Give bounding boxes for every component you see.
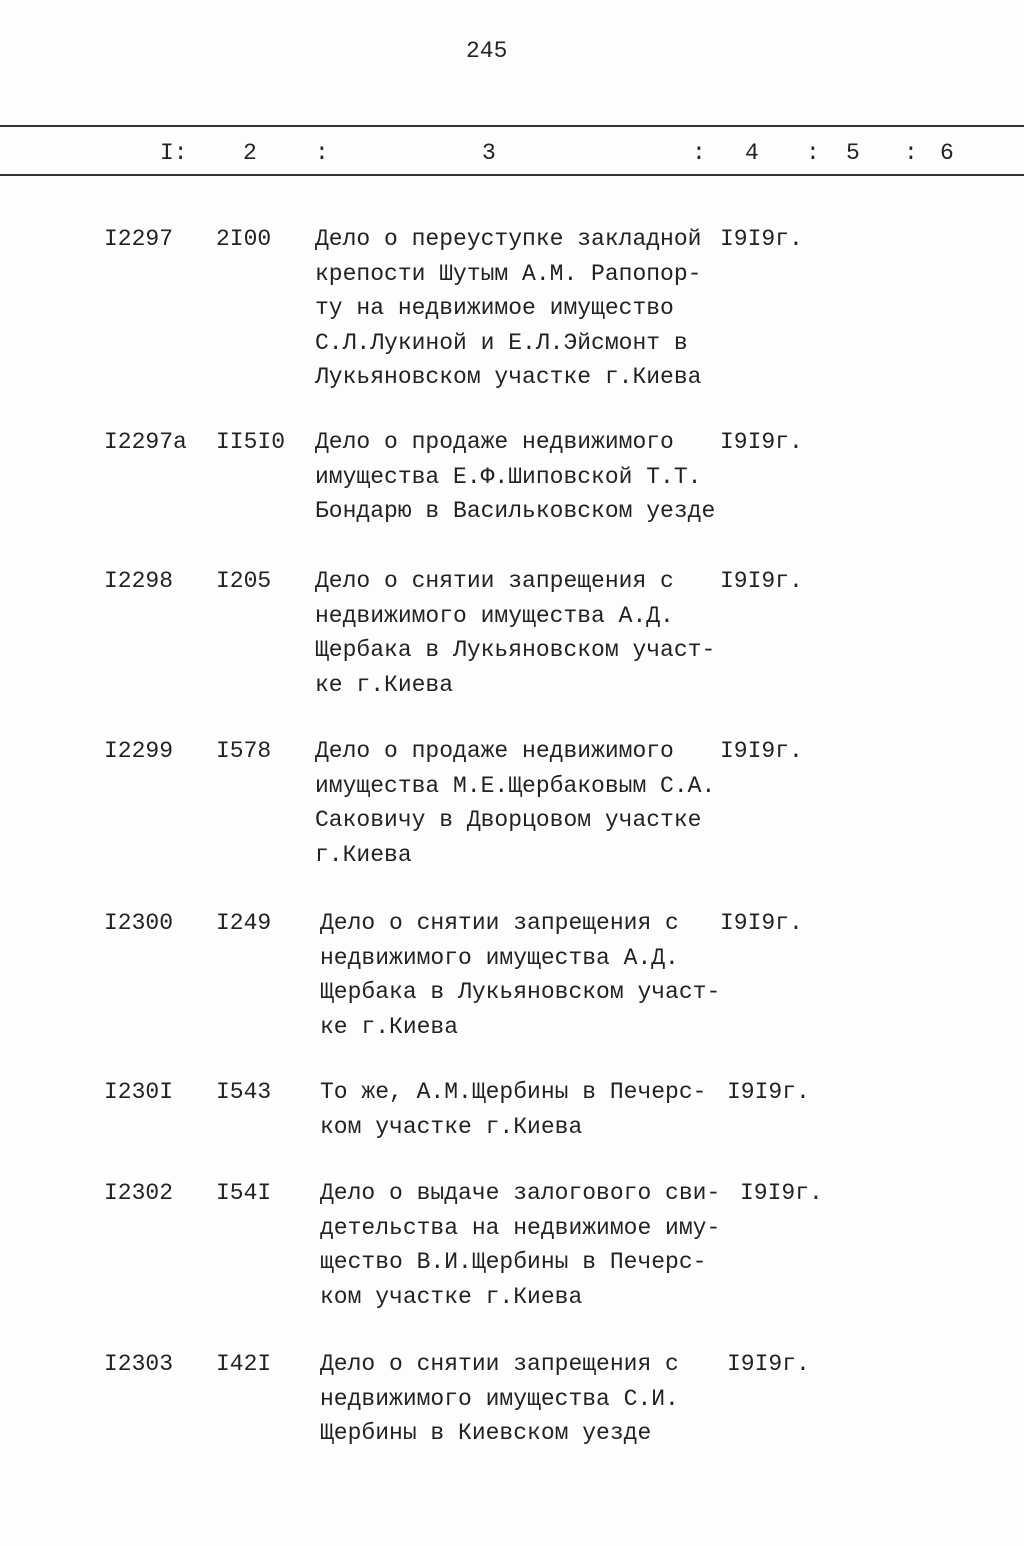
entry-description [320,906,720,1044]
description-line: Дело о снятии запрещения с [320,910,679,936]
column-header: 4 [745,140,759,166]
column-header: : [806,140,820,166]
description-line: Дело о снятии запрещения с [320,1351,679,1377]
entry-year: I9I9г. [720,429,803,455]
entry-year: I9I9г. [727,1351,810,1377]
column-header: : [692,140,706,166]
sheet-number: I543 [216,1079,272,1105]
description-line: недвижимого имущества А.Д. [320,944,679,971]
entry-year: I9I9г. [720,226,803,252]
entry-number: I2303 [104,1351,174,1377]
description-line: имущества Е.Ф.Шиповской Т.Т. [315,463,702,490]
description-line: ком участке г.Киева [320,1113,583,1140]
sheet-number: I578 [216,738,272,764]
sheet-number: I249 [216,910,272,936]
sheet-number: I54I [216,1180,272,1206]
sheet-number: I205 [216,568,272,594]
description-line: С.Л.Лукиной и Е.Л.Эйсмонт в [315,329,688,356]
entry-number: I2300 [104,910,174,936]
entry-description [315,222,701,395]
description-line: г.Киева [315,841,412,868]
entry-number: I2299 [104,738,174,764]
entry-description [320,1176,720,1314]
column-header: 6 [940,140,954,166]
description-line: Бондарю в Васильковском уезде [315,498,716,524]
entry-description [320,1347,679,1451]
entry-year: I9I9г. [720,568,803,594]
column-header: 2 [243,140,257,166]
description-line: Щербины в Киевском уезде [320,1420,652,1446]
description-line: Дело о продаже недвижимого [315,738,674,764]
sheet-number: II5I0 [216,429,286,455]
column-header: : [904,140,918,166]
description-line: ком участке г.Киева [320,1283,583,1310]
description-line: Дело о продаже недвижимого [315,429,674,455]
description-line: недвижимого имущества А.Д. [315,602,674,629]
column-header: 3 [482,140,496,166]
description-line: щество В.И.Щербины в Печерс- [320,1249,707,1275]
description-line: ке г.Киева [315,671,454,698]
header-bottom-rule [0,174,1024,176]
description-line: Щербака в Лукьяновском участ- [320,979,721,1005]
entry-year: I9I9г. [740,1180,823,1206]
entry-description [315,564,715,702]
description-line: Лукьяновском участке г.Киева [315,364,702,390]
entry-number: I2302 [104,1180,174,1206]
entry-description [320,1075,706,1144]
entry-description [315,425,715,529]
description-line: То же, А.М.Щербины в Печерс- [320,1079,707,1105]
description-line: Щербака в Лукьяновском участ- [315,637,716,663]
description-line: Дело о снятии запрещения с [315,568,674,594]
description-line: имущества М.Е.Щербаковым С.А. [315,772,716,799]
entry-number: I2298 [104,568,174,594]
page-number: 245 [466,38,508,64]
description-line: Саковичу в Дворцовом участке [315,807,702,833]
entry-number: I230I [104,1079,174,1105]
column-header: 5 [846,140,860,166]
sheet-number: 2I00 [216,226,272,252]
description-line: ке г.Киева [320,1013,459,1040]
entry-number: I2297а [104,429,187,455]
description-line: крепости Шутым А.М. Рапопор- [315,260,702,287]
column-header: : [315,140,329,166]
column-header: I: [160,140,188,166]
entry-year: I9I9г. [720,738,803,764]
description-line: Дело о переуступке закладной [315,226,702,252]
description-line: Дело о выдаче залогового сви- [320,1180,721,1206]
entry-year: I9I9г. [720,910,803,936]
description-line: детельства на недвижимое иму- [320,1214,721,1241]
description-line: недвижимого имущества С.И. [320,1385,679,1412]
sheet-number: I42I [216,1351,272,1377]
entry-year: I9I9г. [727,1079,810,1105]
header-top-rule [0,125,1024,127]
entry-number: I2297 [104,226,174,252]
entry-description [315,734,715,872]
description-line: ту на недвижимое имущество [315,295,674,321]
